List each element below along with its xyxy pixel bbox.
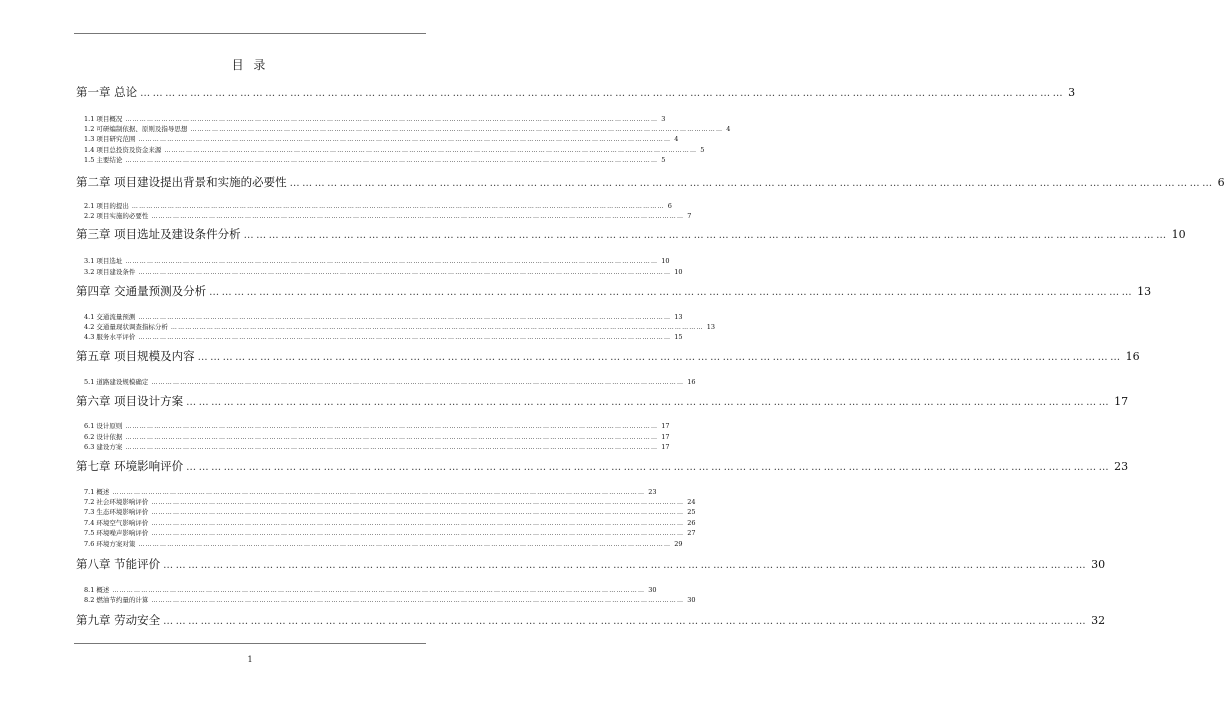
- dot-leader: ……………………………………………………………………………………………………………………………………………………………………………………………………: [151, 213, 685, 220]
- dot-leader: ……………………………………………………………………………………………………………………………………………………………………………………………………: [125, 258, 659, 265]
- toc-entry-label: 7.4 环境空气影响评价: [84, 519, 149, 527]
- toc-section-entry: [76, 487, 657, 496]
- toc-section-entry: [76, 155, 666, 164]
- dot-leader: ……………………………………………………………………………………………………………………………………………………………………………………………………: [138, 314, 672, 321]
- toc-entry-page: 16: [1125, 350, 1140, 363]
- toc-entry-label: 1.4 项目总投资及资金来源: [84, 146, 162, 154]
- toc-entry-label: 6.2 设计依据: [84, 433, 123, 441]
- toc-section-entry: [76, 497, 696, 506]
- toc-entry-label: 7.1 概述: [84, 488, 110, 496]
- toc-entry-page: 25: [687, 508, 696, 516]
- toc-entry-page: 26: [687, 519, 696, 527]
- dot-leader: ……………………………………………………………………………………………………………………………………………………………………………………………………: [186, 397, 1112, 408]
- toc-entry-label: 第二章 项目建设提出背景和实施的必要性: [76, 175, 287, 189]
- toc-chapter-entry: [76, 283, 1152, 299]
- dot-leader: ……………………………………………………………………………………………………………………………………………………………………………………………………: [138, 541, 672, 548]
- toc-entry-page: 29: [674, 540, 683, 548]
- toc-entry-label: 1.1 项目概况: [84, 115, 123, 123]
- toc-entry-label: 7.5 环境噪声影响评价: [84, 529, 149, 537]
- toc-chapter-entry: [76, 174, 1225, 190]
- toc-entry-label: 2.2 项目实施的必要性: [84, 212, 149, 220]
- toc-entry-page: 17: [661, 433, 670, 441]
- toc-entry-page: 17: [1114, 395, 1129, 408]
- toc-section-entry: [76, 377, 696, 386]
- toc-entry-label: 4.1 交通流量预测: [84, 313, 136, 321]
- toc-entry-label: 4.2 交通量现状调查指标分析: [84, 323, 168, 331]
- dot-leader: ……………………………………………………………………………………………………………………………………………………………………………………………………: [151, 530, 685, 537]
- toc-entry-page: 10: [674, 268, 683, 276]
- toc-entry-page: 6: [1217, 176, 1225, 189]
- toc-section-entry: [76, 124, 731, 133]
- footer-rule: [74, 643, 426, 644]
- toc-section-entry: [76, 134, 679, 143]
- dot-leader: ……………………………………………………………………………………………………………………………………………………………………………………………………: [197, 352, 1123, 363]
- toc-entry-page: 13: [706, 323, 715, 331]
- toc-section-entry: [76, 595, 696, 604]
- toc-entry-page: 17: [661, 443, 670, 451]
- dot-leader: ……………………………………………………………………………………………………………………………………………………………………………………………………: [151, 520, 685, 527]
- toc-entry-page: 4: [726, 125, 731, 133]
- toc-chapter-entry: [76, 556, 1106, 572]
- toc-entry-page: 7: [687, 212, 692, 220]
- header-rule: [74, 33, 426, 34]
- dot-leader: ……………………………………………………………………………………………………………………………………………………………………………………………………: [138, 334, 672, 341]
- toc-entry-page: 23: [1114, 460, 1129, 473]
- toc-entry-page: 4: [674, 135, 679, 143]
- toc-entry-page: 30: [648, 586, 657, 594]
- toc-entry-page: 5: [700, 146, 705, 154]
- toc-entry-label: 第五章 项目规模及内容: [76, 349, 195, 363]
- dot-leader: ……………………………………………………………………………………………………………………………………………………………………………………………………: [190, 126, 724, 133]
- toc-section-entry: [76, 539, 683, 548]
- toc-entry-label: 7.3 生态环境影响评价: [84, 508, 149, 516]
- toc-entry-label: 7.2 社会环境影响评价: [84, 498, 149, 506]
- toc-entry-label: 7.6 环境方案对策: [84, 540, 136, 548]
- toc-section-entry: [76, 312, 683, 321]
- toc-section-entry: [76, 432, 670, 441]
- toc-entry-page: 10: [661, 257, 670, 265]
- toc-entry-page: 17: [661, 422, 670, 430]
- toc-section-entry: [76, 421, 670, 430]
- toc-entry-label: 3.1 项目选址: [84, 257, 123, 265]
- toc-entry-label: 第四章 交通量预测及分析: [76, 284, 207, 298]
- toc-entry-label: 1.5 主要结论: [84, 156, 123, 164]
- toc-entry-label: 第一章 总论: [76, 85, 138, 99]
- toc-chapter-entry: [76, 348, 1140, 364]
- toc-section-entry: [76, 585, 657, 594]
- dot-leader: ……………………………………………………………………………………………………………………………………………………………………………………………………: [131, 203, 665, 210]
- toc-entry-page: 3: [661, 115, 666, 123]
- toc-entry-page: 3: [1068, 86, 1076, 99]
- dot-leader: ……………………………………………………………………………………………………………………………………………………………………………………………………: [243, 230, 1169, 241]
- dot-leader: ……………………………………………………………………………………………………………………………………………………………………………………………………: [112, 587, 646, 594]
- toc-entry-page: 30: [1091, 558, 1106, 571]
- toc-section-entry: [76, 145, 705, 154]
- toc-section-entry: [76, 322, 715, 331]
- toc-entry-page: 24: [687, 498, 696, 506]
- dot-leader: ……………………………………………………………………………………………………………………………………………………………………………………………………: [163, 560, 1089, 571]
- toc-entry-page: 16: [687, 378, 696, 386]
- toc-entry-label: 第七章 环境影响评价: [76, 459, 184, 473]
- dot-leader: ……………………………………………………………………………………………………………………………………………………………………………………………………: [138, 136, 672, 143]
- dot-leader: ……………………………………………………………………………………………………………………………………………………………………………………………………: [170, 324, 704, 331]
- dot-leader: ……………………………………………………………………………………………………………………………………………………………………………………………………: [125, 157, 659, 164]
- toc-entry-label: 2.1 项目的提出: [84, 202, 129, 210]
- toc-section-entry: [76, 518, 696, 527]
- toc-entry-label: 6.3 建设方案: [84, 443, 123, 451]
- dot-leader: ……………………………………………………………………………………………………………………………………………………………………………………………………: [289, 178, 1215, 189]
- toc-entry-page: 15: [674, 333, 683, 341]
- dot-leader: ……………………………………………………………………………………………………………………………………………………………………………………………………: [164, 147, 698, 154]
- toc-title: 目 录: [231, 58, 269, 72]
- dot-leader: ……………………………………………………………………………………………………………………………………………………………………………………………………: [125, 423, 659, 430]
- toc-entry-page: 6: [667, 202, 672, 210]
- dot-leader: ……………………………………………………………………………………………………………………………………………………………………………………………………: [209, 287, 1135, 298]
- toc-entry-label: 5.1 道路建设规模确定: [84, 378, 149, 386]
- toc-entry-page: 30: [687, 596, 696, 604]
- toc-chapter-entry: [76, 84, 1076, 100]
- toc-entry-label: 1.2 可研编制依据、原则及指导思想: [84, 125, 188, 133]
- dot-leader: ……………………………………………………………………………………………………………………………………………………………………………………………………: [163, 616, 1089, 627]
- toc-chapter-entry: [76, 393, 1129, 409]
- toc-entry-label: 6.1 设计原则: [84, 422, 123, 430]
- toc-entry-page: 32: [1091, 614, 1106, 627]
- toc-entry-page: 13: [1137, 285, 1152, 298]
- toc-entry-page: 13: [674, 313, 683, 321]
- toc-section-entry: [76, 267, 683, 276]
- dot-leader: ……………………………………………………………………………………………………………………………………………………………………………………………………: [151, 597, 685, 604]
- dot-leader: ……………………………………………………………………………………………………………………………………………………………………………………………………: [151, 379, 685, 386]
- dot-leader: ……………………………………………………………………………………………………………………………………………………………………………………………………: [125, 434, 659, 441]
- toc-entry-label: 8.2 燃油节约量的计算: [84, 596, 149, 604]
- toc-section-entry: [76, 201, 672, 210]
- toc-section-entry: [76, 332, 683, 341]
- toc-entry-label: 1.3 项目研究范围: [84, 135, 136, 143]
- toc-chapter-entry: [76, 458, 1129, 474]
- page-number: 1: [247, 655, 253, 664]
- toc-entry-page: 27: [687, 529, 696, 537]
- toc-chapter-entry: [76, 612, 1106, 628]
- toc-entry-page: 5: [661, 156, 666, 164]
- dot-leader: ……………………………………………………………………………………………………………………………………………………………………………………………………: [186, 462, 1112, 473]
- toc-entry-page: 23: [648, 488, 657, 496]
- toc-entry-label: 4.3 服务水平评价: [84, 333, 136, 341]
- toc-section-entry: [76, 256, 670, 265]
- toc-entry-label: 第六章 项目设计方案: [76, 394, 184, 408]
- toc-entry-page: 10: [1171, 228, 1186, 241]
- dot-leader: ……………………………………………………………………………………………………………………………………………………………………………………………………: [125, 116, 659, 123]
- toc-section-entry: [76, 211, 692, 220]
- dot-leader: ……………………………………………………………………………………………………………………………………………………………………………………………………: [151, 499, 685, 506]
- toc-entry-label: 第八章 节能评价: [76, 557, 161, 571]
- dot-leader: ……………………………………………………………………………………………………………………………………………………………………………………………………: [112, 489, 646, 496]
- toc-section-entry: [76, 528, 696, 537]
- toc-entry-label: 8.1 概述: [84, 586, 110, 594]
- toc-entry-label: 第三章 项目选址及建设条件分析: [76, 227, 241, 241]
- toc-section-entry: [76, 114, 666, 123]
- dot-leader: ……………………………………………………………………………………………………………………………………………………………………………………………………: [140, 88, 1066, 99]
- toc-section-entry: [76, 507, 696, 516]
- dot-leader: ……………………………………………………………………………………………………………………………………………………………………………………………………: [151, 509, 685, 516]
- toc-entry-label: 第九章 劳动安全: [76, 613, 161, 627]
- toc-chapter-entry: [76, 226, 1186, 242]
- dot-leader: ……………………………………………………………………………………………………………………………………………………………………………………………………: [125, 444, 659, 451]
- dot-leader: ……………………………………………………………………………………………………………………………………………………………………………………………………: [138, 269, 672, 276]
- toc-section-entry: [76, 442, 670, 451]
- toc-entry-label: 3.2 项目建设条件: [84, 268, 136, 276]
